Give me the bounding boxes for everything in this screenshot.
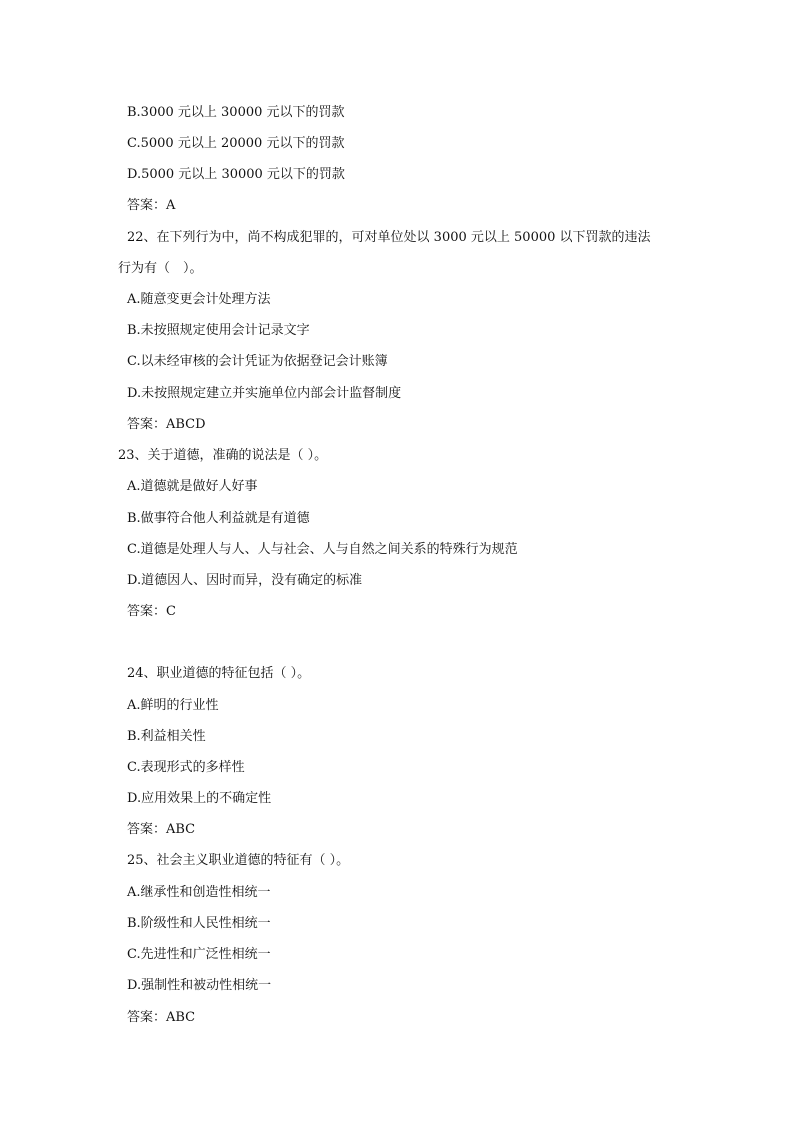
option-d-q22: D.未按照规定建立并实施单位内部会计监督制度 — [127, 386, 402, 401]
answer-q24: 答案：ABC — [127, 822, 196, 837]
answer-q21: 答案：A — [127, 198, 176, 213]
question-22-continuation: 行为有（ ）。 — [118, 261, 203, 276]
option-b-q23: B.做事符合他人利益就是有道德 — [127, 511, 310, 526]
question-25: 25、社会主义职业道德的特征有（ ）。 — [127, 853, 350, 868]
option-d-q23: D.道德因人、因时而异，没有确定的标准 — [127, 573, 363, 588]
option-c-q21: C.5000 元以上 20000 元以下的罚款 — [127, 136, 345, 151]
option-a-q22: A.随意变更会计处理方法 — [127, 292, 271, 307]
answer-q23: 答案：C — [127, 604, 176, 619]
option-a-q23: A.道德就是做好人好事 — [127, 479, 258, 494]
question-23: 23、关于道德，准确的说法是（ ）。 — [118, 448, 328, 463]
option-b-q22: B.未按照规定使用会计记录文字 — [127, 323, 310, 338]
option-c-q23: C.道德是处理人与人、人与社会、人与自然之间关系的特殊行为规范 — [127, 542, 518, 557]
question-24: 24、职业道德的特征包括（ ）。 — [127, 666, 311, 681]
option-a-q24: A.鲜明的行业性 — [127, 698, 219, 713]
option-d-q21: D.5000 元以上 30000 元以下的罚款 — [127, 167, 345, 182]
option-c-q25: C.先进性和广泛性相统一 — [127, 947, 271, 962]
option-d-q24: D.应用效果上的不确定性 — [127, 791, 272, 806]
option-c-q24: C.表现形式的多样性 — [127, 760, 245, 775]
question-22: 22、在下列行为中，尚不构成犯罪的，可对单位处以 3000 元以上 50000 以下罚款的违法 — [127, 230, 651, 245]
option-b-q24: B.利益相关性 — [127, 729, 206, 744]
answer-q25: 答案：ABC — [127, 1010, 196, 1025]
option-c-q22: C.以未经审核的会计凭证为依据登记会计账簿 — [127, 354, 388, 369]
option-b-q21: B.3000 元以上 30000 元以下的罚款 — [127, 105, 345, 120]
option-b-q25: B.阶级性和人民性相统一 — [127, 916, 271, 931]
option-d-q25: D.强制性和被动性相统一 — [127, 978, 272, 993]
option-a-q25: A.继承性和创造性相统一 — [127, 885, 271, 900]
answer-q22: 答案：ABCD — [127, 417, 206, 432]
